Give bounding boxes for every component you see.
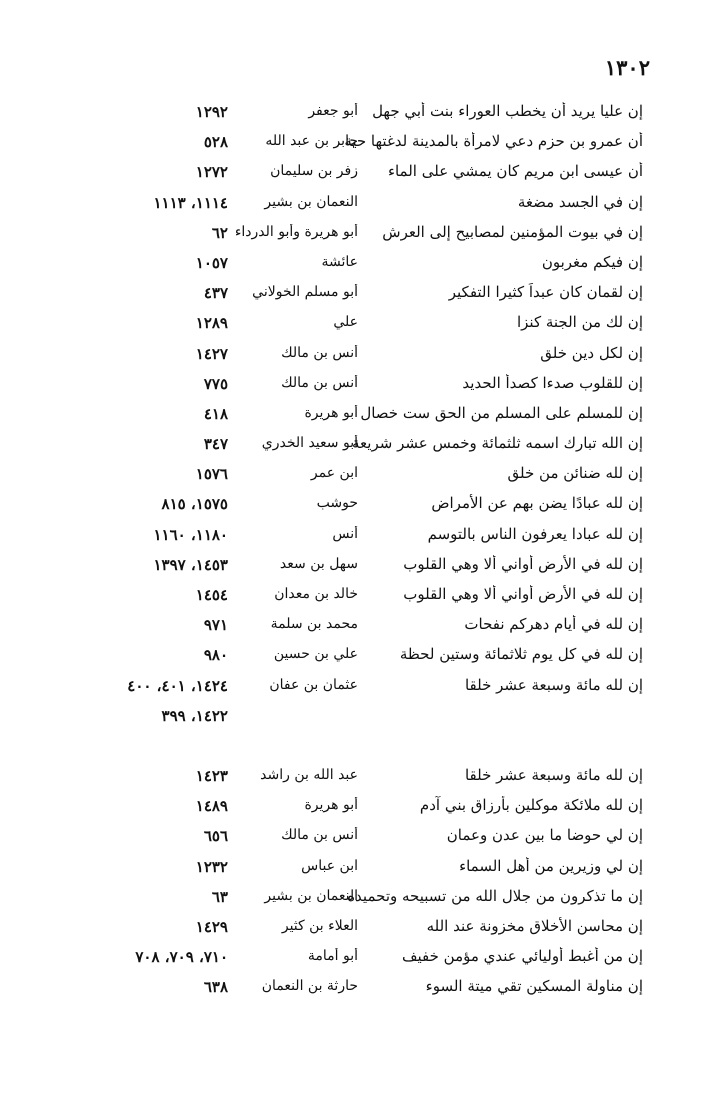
index-entry [0,796,718,826]
hadith-text: إن مناولة المسكين تقي ميتة السوء [425,977,643,996]
hadith-text: إن لله ملائكة موكلين بأرزاق بني آدم [419,796,643,815]
index-entry [0,947,718,977]
reference-numbers: ١٤٢٤، ٤٠١، ٤٠٠ [127,676,228,695]
hadith-text: إن فيكم مغربون [541,252,643,271]
hadith-text: إن في الجسد مضغة [517,192,643,211]
index-entry [0,676,718,706]
index-entry [0,525,718,555]
reference-numbers: ٦٣٨ [203,978,228,997]
narrator-name: أبو هريرة وأبو الدرداء [234,223,358,240]
narrator-name: زفر بن سليمان [270,163,358,180]
index-entry [0,585,718,615]
reference-numbers: ١٥٧٥، ٨١٥ [161,495,228,514]
index-entry [0,736,718,766]
index-entry [0,706,718,736]
narrator-name: ابن عمر [310,465,358,482]
narrator-name: سهل بن سعد [279,555,358,572]
reference-numbers: ١٢٩٢ [195,103,228,121]
hadith-text: إن للقلوب صدءا كصدأ الحديد [462,373,643,392]
index-entry [0,253,718,283]
hadith-text: إن لقمان كان عبداً كثيرا التفكير [448,283,643,302]
index-entry [0,977,718,1007]
index-entry [0,766,718,796]
index-entry [0,193,718,223]
index-entry [0,464,718,494]
reference-numbers: ١٤٢٢، ٣٩٩ [161,706,228,725]
narrator-name: أبو أمامة [307,948,358,965]
index-entry [0,645,718,675]
reference-numbers: ٦٣ [211,887,228,906]
hadith-text: إن لي وزيرين من أهل السماء [459,856,643,875]
hadith-text: إن في بيوت المؤمنين لمصابيح إلى العرش [382,222,643,241]
reference-numbers: ٤١٨ [203,404,228,423]
hadith-text: إن لي حوضا ما بين عدن وعمان [446,826,643,845]
index-entry [0,887,718,917]
narrator-name: النعمان بن بشير [264,887,358,904]
reference-numbers: ١٠٥٧ [195,253,228,272]
index-entry [0,374,718,404]
index-entry [0,555,718,585]
reference-numbers: ١٤٢٩ [195,917,228,936]
hadith-text: إن الله تبارك اسمه ثلثمائة وخمس عشر شريعة [352,434,643,453]
narrator-name: جابر بن عبد الله [265,133,358,150]
reference-numbers: ١٤٢٧ [195,344,228,363]
hadith-text: إن لله في كل يوم ثلاثمائة وستين لحظة [399,645,643,664]
narrator-name: حوشب [316,495,358,512]
reference-numbers: ١٤٨٩ [195,797,228,816]
reference-numbers: ٦٥٦ [203,827,228,846]
reference-numbers: ١١٨٠، ١١٦٠ [153,525,228,544]
reference-numbers: ٧١٠، ٧٠٩، ٧٠٨ [135,948,228,967]
narrator-name: علي بن حسين [273,646,358,663]
hadith-text: إن عليا يريد أن يخطب العوراء بنت أبي جهل [372,102,643,120]
index-entry [0,615,718,645]
narrator-name: أنس بن مالك [281,344,358,361]
index-entry [0,857,718,887]
reference-numbers: ٦٢ [211,223,228,242]
reference-numbers: ٧٧٥ [203,374,228,393]
narrator-name: أنس بن مالك [281,827,358,844]
narrator-name: أبو سعيد الخدري [261,435,358,452]
hadith-text: أن عمرو بن حزم دعي لامرأة بالمدينة لدغتها حية [344,132,643,151]
index-entry [0,434,718,464]
hadith-text: إن لله في الأرض أواني ألا وهي القلوب [403,585,643,603]
narrator-name: علي [333,314,358,331]
narrator-name: محمد بن سلمة [270,616,358,633]
narrator-name: أنس بن مالك [281,374,358,391]
hadith-text: إن لك من الجنة كنزا [516,313,643,332]
hadith-text: إن للمسلم على المسلم من الحق ست خصال [360,403,643,422]
index-entry [0,404,718,434]
hadith-text: إن ما تذكرون من جلال الله من تسبيحه وتحميده [347,886,643,905]
reference-numbers: ٥٢٨ [203,133,228,152]
index-entry [0,826,718,856]
reference-numbers: ٩٧١ [203,616,228,635]
narrator-name: العلاء بن كثير [281,917,358,934]
narrator-name: النعمان بن بشير [264,193,358,210]
reference-numbers: ١٢٣٢ [195,857,228,876]
narrator-name: أبو جعفر [308,103,358,119]
index-entry [0,132,718,162]
reference-numbers: ٩٨٠ [203,646,228,665]
narrator-name: حارثة بن النعمان [261,978,358,995]
page-number: ١٣٠٢ [604,55,650,80]
narrator-name: أبو هريرة [304,797,358,814]
reference-numbers: ١٤٥٤ [195,586,228,604]
hadith-text: إن لله مائة وسبعة عشر خلقا [464,765,643,784]
narrator-name: أبو مسلم الخولاني [252,284,358,301]
reference-numbers: ١٤٢٣ [195,766,228,785]
hadith-text: إن من أغبط أوليائي عندي مؤمن خفيف [401,947,643,966]
narrator-name: خالد بن معدان [274,586,358,602]
index-entry [0,344,718,374]
reference-numbers: ٤٣٧ [203,284,228,303]
reference-numbers: ١٢٧٢ [195,163,228,182]
narrator-name: عثمان بن عفان [269,676,358,693]
narrator-name: عائشة [321,253,358,270]
index-entry [0,223,718,253]
narrator-name: أبو هريرة [304,404,358,421]
index-entry [0,162,718,192]
hadith-text: إن لله عبادًا يضن بهم عن الأمراض [431,494,643,513]
index-entry [0,494,718,524]
hadith-text: إن لله مائة وسبعة عشر خلقا [464,675,643,694]
hadith-text: إن محاسن الأخلاق مخزونة عند الله [426,916,643,935]
narrator-name: أنس [332,525,358,542]
index-entry [0,313,718,343]
index-entry [0,917,718,947]
reference-numbers: ١١١٤، ١١١٣ [153,193,228,212]
hadith-text: إن لله في أيام دهركم نفحات [464,615,643,634]
reference-numbers: ١٥٧٦ [195,465,228,484]
reference-numbers: ٣٤٧ [203,435,228,454]
narrator-name: عبد الله بن راشد [260,766,358,783]
hadith-text: إن لله في الأرض أواني ألا وهي القلوب [403,554,643,573]
hadith-text: إن لله ضنائن من خلق [507,464,643,483]
index-entry [0,283,718,313]
hadith-text: أن عيسى ابن مريم كان يمشي على الماء [387,162,643,181]
hadith-text: إن لكل دين خلق [540,343,643,362]
hadith-text: إن لله عبادا يعرفون الناس بالتوسم [427,524,643,543]
narrator-name: ابن عباس [301,857,358,874]
reference-numbers: ١٤٥٣، ١٣٩٧ [153,555,228,574]
index-entry [0,102,718,132]
reference-numbers: ١٢٨٩ [195,314,228,333]
hadith-index-table [0,102,718,1007]
